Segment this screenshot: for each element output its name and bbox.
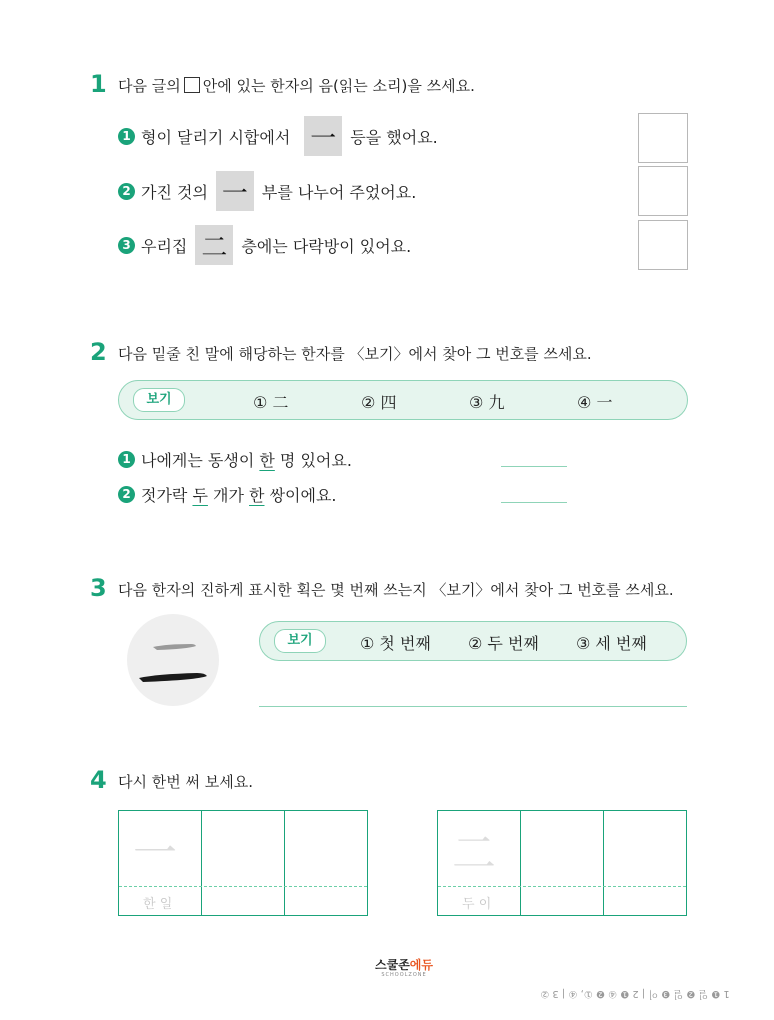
bogi-option-2: ② 두 번째: [468, 634, 539, 653]
bogi-option-1: ① 二: [253, 393, 289, 412]
item-text-post: 층에는 다락방이 있어요.: [241, 236, 412, 256]
grid-cell[interactable]: [202, 811, 285, 915]
bogi-option-2: ② 四: [361, 393, 397, 412]
q1-item-3: [118, 224, 411, 266]
question-2-instruction: 다음 밑줄 친 말에 해당하는 한자를 〈보기〉에서 찾아 그 번호를 쓰세요.: [118, 345, 592, 363]
hanja-reading: 한 일: [143, 897, 173, 912]
item-text-pre: 우리집: [141, 236, 188, 256]
instruction-post: 안에 있는 한자의 음(읽는 소리)을 쓰세요.: [202, 77, 475, 95]
q1-item-2: [118, 170, 416, 212]
answer-box-3[interactable]: [638, 220, 688, 270]
question-1-instruction: [118, 75, 475, 96]
bogi-label: 보기: [274, 629, 326, 653]
item-text-pre: 형이 달리기 시합에서: [141, 127, 291, 147]
bogi-option-3: ③ 세 번째: [576, 634, 647, 653]
bogi-box-q2: [118, 380, 688, 420]
hanja-stroke-circle: [127, 614, 219, 706]
bogi-option-4: ④ 一: [577, 393, 613, 412]
underlined-word: 한: [259, 450, 275, 470]
question-1-number: 1: [90, 70, 107, 98]
answer-line-q3[interactable]: [259, 706, 687, 707]
answer-line-1[interactable]: [501, 466, 567, 467]
trace-hanja: 二: [452, 828, 496, 879]
grid-cell[interactable]: [521, 811, 604, 915]
bogi-label: 보기: [133, 388, 185, 412]
item-badge: 2: [118, 183, 135, 200]
blank-square-icon: [184, 77, 200, 93]
question-2-number: 2: [90, 338, 107, 366]
item-text-post: 부를 나누어 주었어요.: [261, 182, 417, 202]
item-badge: 3: [118, 237, 135, 254]
upside-down-answer-key: 1 ❶ 일 ❷ 일 ❸ 이 | 2 ❶ ④ ❷ ①, ④ | 3 ②: [540, 988, 730, 999]
writing-grid-1[interactable]: [118, 810, 368, 916]
bogi-option-3: ③ 九: [469, 393, 505, 412]
item-text-pre: 가진 것의: [141, 182, 208, 202]
question-4-instruction: 다시 한번 써 보세요.: [118, 773, 253, 791]
item-badge: 1: [118, 128, 135, 145]
highlighted-hanja: 一: [304, 116, 342, 156]
publisher-logo: 스쿨존에듀 SCHOOLZONE: [375, 958, 433, 978]
guide-dashed-line: [119, 886, 367, 887]
item-badge: 1: [118, 451, 135, 468]
stroke-order-hanja: [127, 614, 219, 706]
answer-line-2[interactable]: [501, 502, 567, 503]
underlined-word: 두: [192, 485, 208, 505]
bogi-option-1: ① 첫 번째: [360, 634, 431, 653]
highlighted-hanja: 一: [216, 171, 254, 211]
question-3-number: 3: [90, 574, 107, 602]
q2-item-2: 2 젓가락 두 개가 한 쌍이에요.: [118, 481, 337, 507]
item-badge: 2: [118, 486, 135, 503]
answer-box-2[interactable]: [638, 166, 688, 216]
question-4-number: 4: [90, 766, 107, 794]
q1-item-1: [118, 115, 438, 157]
q2-item-1: 1 나에게는 동생이 한 명 있어요.: [118, 446, 352, 472]
item-text-post: 등을 했어요.: [350, 127, 438, 147]
hanja-reading: 두 이: [462, 897, 492, 912]
writing-grid-2[interactable]: [437, 810, 687, 916]
bogi-box-q3: [259, 621, 687, 661]
question-3-instruction: 다음 한자의 진하게 표시한 획은 몇 번째 쓰는지 〈보기〉에서 찾아 그 번호를 쓰세요.: [118, 581, 674, 599]
highlighted-hanja: 二: [195, 225, 233, 265]
trace-hanja: 一: [133, 828, 177, 879]
answer-box-1[interactable]: [638, 113, 688, 163]
underlined-word: 한: [249, 485, 265, 505]
instruction-pre: 다음 글의: [118, 77, 181, 95]
guide-dashed-line: [438, 886, 686, 887]
